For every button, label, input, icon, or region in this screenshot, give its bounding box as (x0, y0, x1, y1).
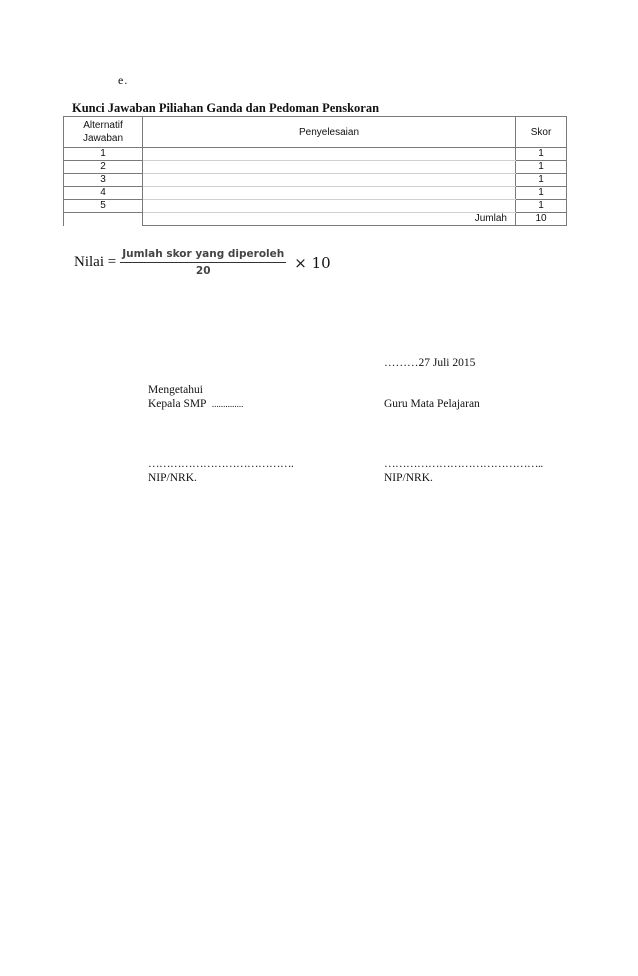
row-number: 4 (64, 187, 143, 200)
formula-denominator: 20 (195, 265, 211, 277)
row-number: 5 (64, 200, 143, 213)
left-caption-kepala-dots: .............. (211, 399, 244, 409)
formula-left: Nilai = (74, 254, 117, 270)
table-row (64, 148, 567, 161)
table-row (64, 200, 567, 213)
total-label: Jumlah (143, 213, 516, 226)
right-nip-label: NIP/NRK. (384, 472, 433, 484)
header-alternatif: Alternatif Jawaban (64, 117, 143, 148)
header-skor: Skor (516, 117, 567, 148)
row-number: 3 (64, 174, 143, 187)
left-caption-mengetahui: Mengetahui (148, 384, 203, 396)
section-title: Kunci Jawaban Piliahan Ganda dan Pedoman Penskoran (72, 101, 380, 115)
table-header-row (64, 117, 567, 148)
left-nip-label: NIP/NRK. (148, 472, 197, 484)
row-penyelesaian (143, 200, 516, 213)
answer-key-table (63, 116, 567, 226)
left-caption-kepala (148, 398, 243, 410)
total-blank-cell (64, 213, 143, 226)
signature-date: ………27 Juli 2015 (384, 357, 476, 369)
row-skor: 1 (516, 174, 567, 187)
formula-fraction (120, 248, 286, 277)
score-formula (74, 248, 331, 277)
row-number: 1 (64, 148, 143, 161)
row-skor: 1 (516, 187, 567, 200)
row-penyelesaian (143, 174, 516, 187)
row-skor: 1 (516, 161, 567, 174)
right-caption-guru: Guru Mata Pelajaran (384, 398, 480, 410)
formula-multiplier: × 10 (294, 253, 331, 272)
row-skor: 1 (516, 148, 567, 161)
right-signature-line: …………………………………….. (384, 458, 543, 470)
formula-numerator: Jumlah skor yang diperoleh (120, 248, 286, 263)
row-number: 2 (64, 161, 143, 174)
row-penyelesaian (143, 148, 516, 161)
left-signature-line: …………………………………. (148, 458, 294, 470)
header-penyelesaian: Penyelesaian (143, 117, 516, 148)
total-value: 10 (516, 213, 567, 226)
item-marker: e. (118, 73, 129, 87)
row-penyelesaian (143, 187, 516, 200)
table-row (64, 161, 567, 174)
row-skor: 1 (516, 200, 567, 213)
left-caption-kepala-text: Kepala SMP (148, 398, 207, 410)
table-row (64, 187, 567, 200)
table-row (64, 174, 567, 187)
table-total-row (64, 213, 567, 226)
row-penyelesaian (143, 161, 516, 174)
